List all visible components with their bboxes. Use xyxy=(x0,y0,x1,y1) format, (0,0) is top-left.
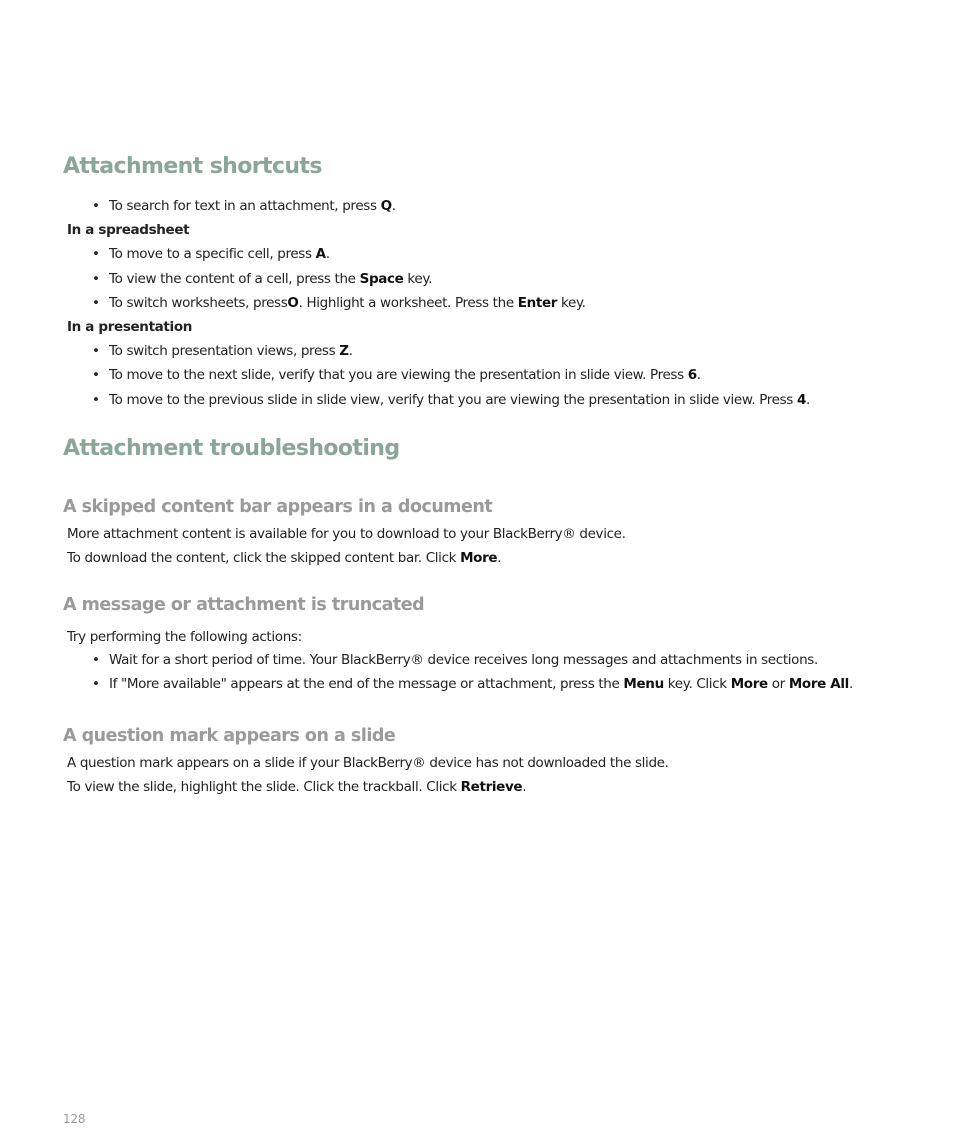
key-label: A xyxy=(315,246,326,262)
key-label: 4 xyxy=(796,392,806,408)
skipped-content-instruction: To download the content, click the skipped content bar. Click More. xyxy=(67,550,502,566)
spreadsheet-subheading: In a spreadsheet xyxy=(67,222,190,238)
spreadsheet-item: • To move to a specific cell, press A. xyxy=(92,246,330,262)
truncated-intro: Try performing the following actions: xyxy=(67,629,302,645)
key-label: Retrieve xyxy=(460,779,523,795)
attachment-shortcuts-heading: Attachment shortcuts xyxy=(63,154,322,179)
key-label: More xyxy=(460,550,498,566)
question-mark-instruction: To view the slide, highlight the slide. Click the trackball. Click Retrieve. xyxy=(67,779,527,795)
bullet-glyph: • xyxy=(92,343,100,359)
bullet-glyph: • xyxy=(92,295,100,311)
spreadsheet-item: • To switch worksheets, pressO. Highlight a worksheet. Press the Enter key. xyxy=(92,295,586,311)
key-label: Menu xyxy=(623,676,664,692)
attachment-troubleshooting-heading: Attachment troubleshooting xyxy=(63,436,400,461)
key-label: More xyxy=(730,676,768,692)
bullet-glyph: • xyxy=(92,367,100,383)
truncated-item: • If "More available" appears at the end of the message or attachment, press the Menu key. Click More or More All. xyxy=(92,676,853,692)
bullet-glyph: • xyxy=(92,652,100,668)
presentation-item: • To switch presentation views, press Z. xyxy=(92,343,353,359)
key-label: Z xyxy=(339,343,349,359)
question-mark-heading: A question mark appears on a slide xyxy=(63,726,396,746)
bullet-glyph: • xyxy=(92,392,100,408)
presentation-item: • To move to the previous slide in slide view, verify that you are viewing the presentation in slide view. Press 4. xyxy=(92,392,810,408)
key-label: Enter xyxy=(517,295,558,311)
key-label: Space xyxy=(359,271,404,287)
key-label: More All xyxy=(788,676,849,692)
skipped-content-description: More attachment content is available for you to download to your BlackBerry® device. xyxy=(67,526,626,542)
page-number: 128 xyxy=(63,1112,86,1126)
truncated-item: • Wait for a short period of time. Your BlackBerry® device receives long messages and attachments in sections. xyxy=(92,652,818,668)
presentation-subheading: In a presentation xyxy=(67,319,193,335)
bullet-glyph: • xyxy=(92,198,100,214)
truncated-heading: A message or attachment is truncated xyxy=(63,595,425,615)
spreadsheet-item: • To view the content of a cell, press the Space key. xyxy=(92,271,433,287)
bullet-glyph: • xyxy=(92,271,100,287)
key-label: O xyxy=(287,295,299,311)
shortcut-search-item: • To search for text in an attachment, press Q. xyxy=(92,198,396,214)
bullet-glyph: • xyxy=(92,676,100,692)
question-mark-description: A question mark appears on a slide if your BlackBerry® device has not downloaded the slide. xyxy=(67,755,669,771)
presentation-item: • To move to the next slide, verify that you are viewing the presentation in slide view. Press 6. xyxy=(92,367,701,383)
skipped-content-heading: A skipped content bar appears in a document xyxy=(63,497,493,517)
key-label: 6 xyxy=(687,367,697,383)
key-label: Q xyxy=(380,198,392,214)
bullet-glyph: • xyxy=(92,246,100,262)
